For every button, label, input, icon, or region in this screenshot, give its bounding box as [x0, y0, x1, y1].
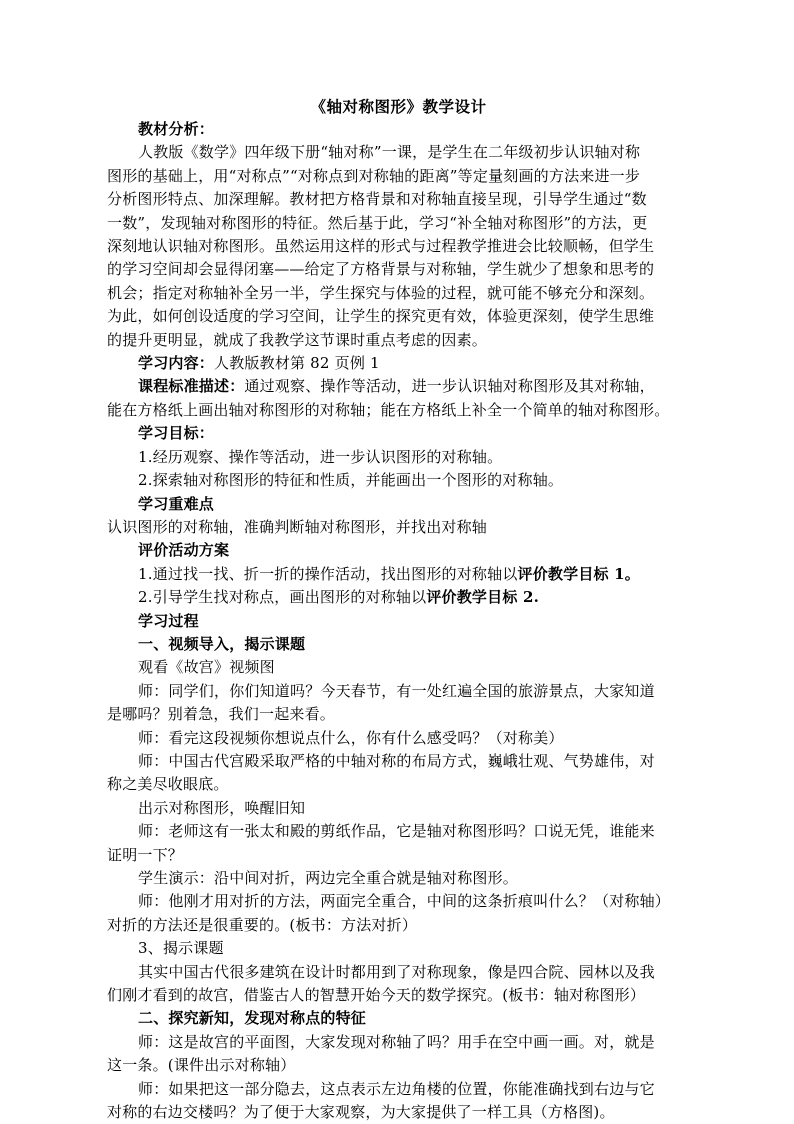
text-line: [107, 235, 690, 258]
body-text: 分析图形特点、加深理解。教材把方格背景和对称轴直接呈现，引导学生通过“数: [107, 190, 647, 209]
body-text: 认识图形的对称轴，准确判断轴对称图形，并找出对称轴: [107, 517, 488, 536]
text-line: [107, 961, 690, 984]
body-text: 能在方格纸上画出轴对称图形的对称轴；能在方格纸上补全一个简单的轴对称图形。: [107, 400, 670, 419]
text-line: [107, 937, 690, 960]
text-line: [107, 914, 690, 937]
text-line: [107, 1101, 690, 1124]
text-line: [107, 188, 690, 211]
body-text: 深刻地认识轴对称图形。虽然运用这样的形式与过程教学推进会比较顺畅，但学生: [107, 237, 655, 256]
text-line: [107, 422, 690, 445]
text-line: [107, 773, 690, 796]
text-line: [107, 399, 690, 422]
body-text: 师：这是故宫的平面图，大家发现对称轴了吗？用手在空中画一画。对，就是: [138, 1032, 655, 1051]
text-line: [107, 141, 690, 164]
text-line: [107, 212, 690, 235]
body-text: 师：中国古代宫殿采取严格的中轴对称的布局方式，巍峨壮观、气势雄伟，对: [138, 751, 655, 770]
text-line: [107, 375, 690, 398]
text-line: [107, 797, 690, 820]
body-text: 师：同学们，你们知道吗？今天春节，有一处红遍全国的旅游景点，大家知道: [138, 681, 655, 700]
body-text: 学生演示：沿中间对折，两边完全重合就是轴对称图形。: [138, 869, 519, 887]
body-text: 对称的右边交楼吗？为了便于大家观察，为大家提供了一样工具（方格图)。: [107, 1103, 615, 1122]
body-text: 对折的方法还是很重要的。(板书：方法对折）: [107, 915, 418, 934]
bold-text: 评价教学目标 2.: [426, 588, 540, 607]
body-text: 的学习空间却会显得闭塞——给定了方格背景与对称轴，学生就少了想象和思考的: [107, 260, 655, 279]
bold-text: 学习过程: [138, 611, 199, 630]
body-text: 师：老师这有一张太和殿的剪纸作品，它是轴对称图形吗？口说无凭，谁能来: [138, 822, 655, 841]
document-body: [107, 118, 690, 1124]
text-line: [107, 867, 690, 890]
text-line: [107, 305, 690, 328]
text-line: [107, 680, 690, 703]
text-line: [107, 1031, 690, 1054]
body-text: 的提升更明显，就成了我教学这节课时重点考虑的因素。: [107, 330, 488, 349]
text-line: [107, 258, 690, 281]
body-text: 1.经历观察、操作等活动，进一步认识图形的对称轴。: [138, 447, 503, 466]
text-line: [107, 539, 690, 562]
body-text: 师：如果把这一部分隐去，这点表示左边角楼的位置，你能准确找到右边与它: [138, 1079, 655, 1098]
text-line: [107, 352, 690, 375]
text-line: [107, 656, 690, 679]
text-line: [107, 610, 690, 633]
bold-text: 一、视频导入，揭示课题: [138, 634, 306, 653]
body-text: 出示对称图形，唤醒旧知: [138, 798, 306, 817]
body-text: 观看《故宫》视频图: [138, 658, 275, 677]
bold-text: 学习内容：: [138, 354, 215, 373]
body-text: 称之美尽收眼底。: [107, 775, 229, 794]
body-text: 机会；指定对称轴补全另一半，学生探究与体验的过程，就可能不够充分和深刻。: [107, 283, 655, 302]
bold-text: 学习重难点: [138, 494, 215, 513]
body-text: 一数”，发现轴对称图形的特征。然后基于此，学习“补全轴对称图形”的方法，更: [107, 213, 648, 232]
text-line: [107, 727, 690, 750]
body-text: 是哪吗？别着急，我们一起来看。: [107, 705, 336, 724]
bold-text: 评价教学目标 1。: [517, 564, 640, 583]
body-text: 为此，如何创设适度的学习空间，让学生的探究更有效，体验更深刻，使学生思维: [107, 307, 655, 326]
text-line: [107, 469, 690, 492]
body-text: 师：他刚才用对折的方法，两面完全重合，中间的这条折痕叫什么？（对称轴）: [138, 892, 671, 911]
bold-text: 学习目标：: [138, 424, 215, 443]
body-text: 这一条。(课件出示对称轴）: [107, 1056, 296, 1075]
text-line: [107, 890, 690, 913]
body-text: 1.通过找一找、折一折的操作活动，找出图形的对称轴以: [138, 564, 518, 583]
body-text: 其实中国古代很多建筑在设计时都用到了对称现象，像是四合院、园林以及我: [138, 962, 655, 981]
text-line: [107, 750, 690, 773]
text-line: [107, 563, 690, 586]
text-line: [107, 329, 690, 352]
text-line: [107, 165, 690, 188]
body-text: 2.引导学生找对称点，画出图形的对称轴以: [138, 588, 427, 607]
text-line: [107, 493, 690, 516]
body-text: 们刚才看到的故宫，借鉴古人的智慧开始今天的数学探究。(板书：轴对称图形）: [107, 986, 646, 1005]
body-text: 师：看完这段视频你想说点什么，你有什么感受吗？（对称美）: [138, 728, 564, 747]
body-text: 图形的基础上，用“对称点”“对称点到对称轴的距离”等定量刻画的方法来进一步: [107, 166, 641, 185]
text-line: [107, 1078, 690, 1101]
body-text: 证明一下？: [107, 845, 184, 864]
bold-text: 评价活动方案: [138, 541, 230, 560]
text-line: [107, 586, 690, 609]
text-line: [107, 844, 690, 867]
text-line: [107, 1054, 690, 1077]
bold-text: 课程标准描述：: [138, 377, 245, 396]
text-line: [107, 633, 690, 656]
text-line: [107, 703, 690, 726]
text-line: [107, 820, 690, 843]
text-line: [107, 516, 690, 539]
body-text: 2.探索轴对称图形的特征和性质，并能画出一个图形的对称轴。: [138, 471, 564, 490]
document-title: 《轴对称图形》教学设计: [310, 97, 487, 116]
text-line: [107, 446, 690, 469]
text-line: [107, 118, 690, 141]
bold-text: 二、探究新知，发现对称点的特征: [138, 1009, 367, 1028]
body-text: 3、揭示课题: [138, 939, 224, 958]
bold-text: 教材分析：: [138, 120, 215, 138]
body-text: 通过观察、操作等活动，进一步认识轴对称图形及其对称轴，: [244, 377, 655, 396]
text-line: [107, 984, 690, 1007]
text-line: [107, 1007, 690, 1030]
body-text: 人教版《数学》四年级下册“轴对称”一课，是学生在二年级初步认识轴对称: [138, 143, 641, 162]
body-text: 人教版教材第 82 页例 1: [214, 354, 380, 373]
text-line: [107, 282, 690, 305]
